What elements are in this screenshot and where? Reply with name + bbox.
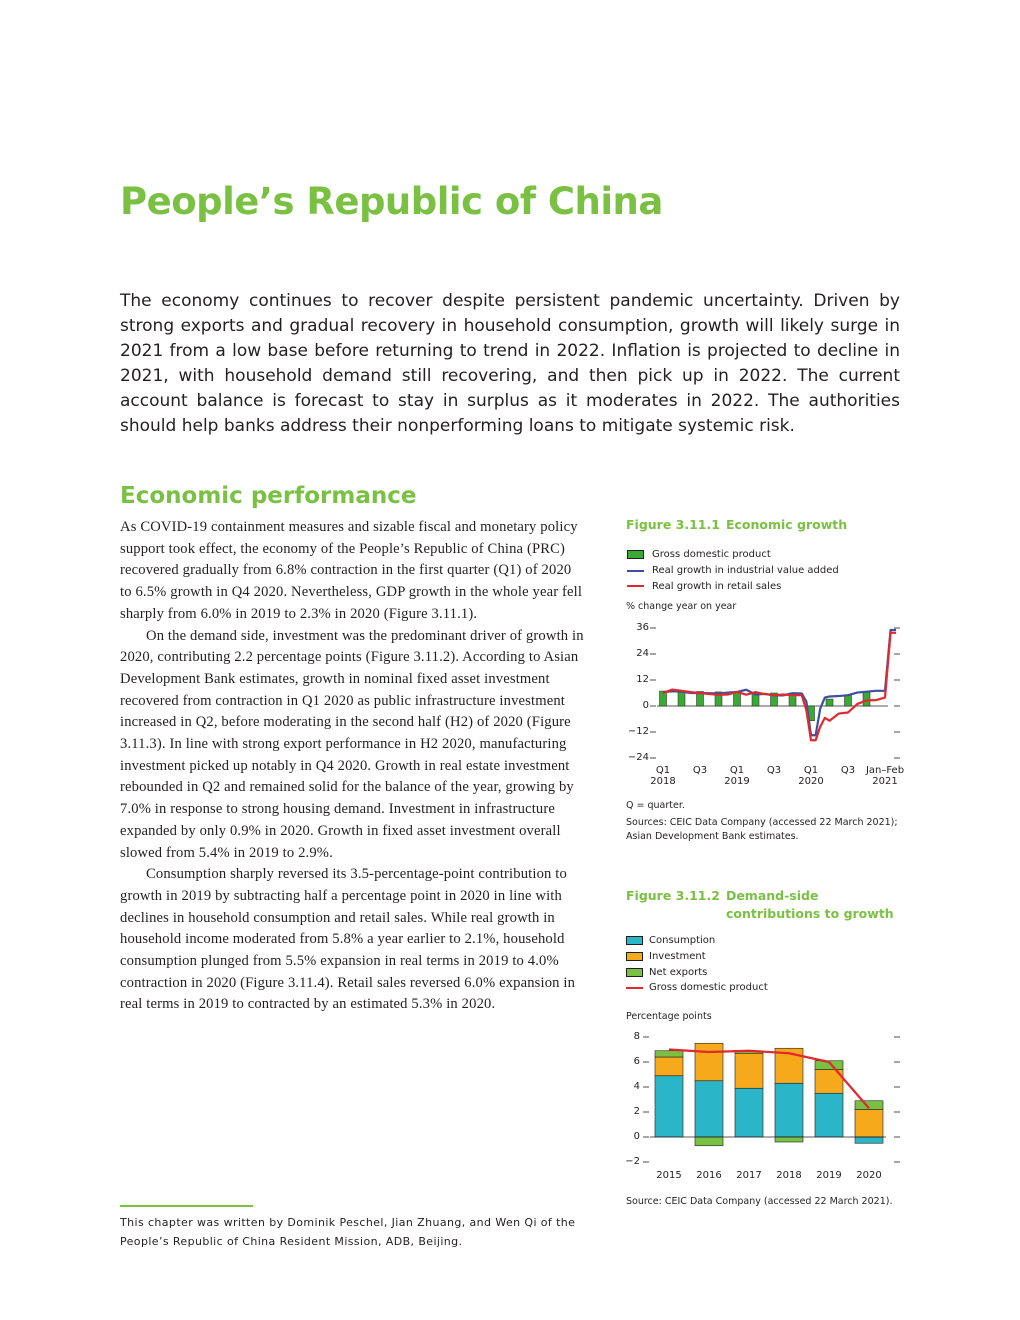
x-tick-label: Q1 bbox=[803, 765, 819, 776]
consumption-bar bbox=[655, 1076, 683, 1137]
paragraph: As COVID-19 containment measures and sizable fiscal and monetary policy support took effect, the economy of the People’s Republic of China (PRC) recovered gradually from 6.8% contraction in the first quarter (Q1) of 2020 to 6.5% growth in Q4 2020. Nevertheless, GDP growth in the whole year fell sharply from 6.0% in 2019 to 2.3% in 2020 (Figure 3.11.1). bbox=[120, 519, 583, 622]
gdp-bar bbox=[734, 692, 741, 706]
y-tick-label: 12 bbox=[636, 674, 649, 685]
y-tick-label: −12 bbox=[627, 726, 649, 737]
x-tick-year-label: 2019 bbox=[724, 776, 750, 787]
y-tick-label: 4 bbox=[633, 1081, 640, 1092]
figure-caption: Demand-side contributions to growth bbox=[725, 888, 894, 921]
legend-label: Gross domestic product bbox=[652, 549, 771, 561]
legend-swatch bbox=[626, 936, 643, 945]
industrial-value-added-line bbox=[663, 630, 896, 735]
figure2-chart bbox=[620, 1028, 910, 1188]
y-tick-label: 0 bbox=[633, 1131, 640, 1142]
legend-item-retail bbox=[627, 578, 839, 594]
consumption-bar bbox=[855, 1137, 883, 1143]
y-tick-label: 0 bbox=[642, 700, 649, 711]
x-tick-label: Q3 bbox=[692, 765, 708, 776]
figure1-note: Q = quarter. bbox=[626, 800, 685, 811]
y-tick-label: 8 bbox=[633, 1031, 640, 1042]
gdp-bar bbox=[678, 691, 685, 706]
gdp-bar bbox=[826, 699, 833, 706]
y-tick-label: 2 bbox=[633, 1106, 640, 1117]
figure1-legend bbox=[627, 547, 839, 594]
figure2-unit-label: Percentage points bbox=[626, 1011, 712, 1022]
net-exports-bar bbox=[775, 1137, 803, 1142]
retail-sales-line bbox=[663, 633, 896, 740]
net-exports-bar bbox=[655, 1051, 683, 1057]
legend-swatch bbox=[626, 968, 643, 977]
body-text bbox=[120, 517, 586, 1016]
x-tick-label: Jan–Feb bbox=[865, 765, 905, 776]
consumption-bar bbox=[815, 1093, 843, 1137]
y-tick-label: 36 bbox=[636, 622, 649, 633]
gdp-bar bbox=[660, 691, 667, 706]
chapter-summary: The economy continues to recover despite persistent pandemic uncertainty. Driven by strong exports and gradual recovery in household consumption, growth will likely surge in 2021 from a low base before returning to trend in 2022. Inflation is projected to decline in 2021, with household demand still recovering, and then pick up in 2022. The current account balance is forecast to stay in surplus as it moderates in 2022. The authorities should help banks address their nonperforming loans to mitigate systemic risk. bbox=[120, 291, 900, 436]
legend-line bbox=[626, 987, 643, 989]
figure-3-11-2 bbox=[626, 888, 916, 923]
figure1-chart bbox=[620, 618, 910, 793]
consumption-bar bbox=[775, 1083, 803, 1137]
chapter-title: People’s Republic of China bbox=[120, 180, 663, 223]
y-tick-label: 24 bbox=[636, 648, 649, 659]
figure1-source: Sources: CEIC Data Company (accessed 22 March 2021); Asian Development Bank estimates. bbox=[626, 817, 898, 842]
legend-swatch bbox=[627, 550, 644, 559]
x-tick-label: 2015 bbox=[656, 1170, 682, 1181]
legend-item-industrial bbox=[627, 563, 839, 579]
figure-title bbox=[626, 517, 847, 532]
investment-bar bbox=[695, 1043, 723, 1081]
x-tick-label: Q3 bbox=[840, 765, 856, 776]
figure-number: Figure 3.11.1 bbox=[626, 517, 720, 532]
legend-line bbox=[627, 585, 644, 587]
gdp-bar bbox=[863, 692, 870, 706]
legend-item-net-exports bbox=[626, 964, 768, 980]
legend-item-consumption bbox=[626, 933, 768, 949]
legend-line bbox=[627, 570, 644, 572]
legend-label: Consumption bbox=[649, 935, 716, 947]
figure-number: Figure 3.11.2 bbox=[626, 888, 720, 903]
figure2-legend bbox=[626, 933, 768, 996]
section-heading: Economic performance bbox=[120, 483, 417, 509]
legend-item-investment bbox=[626, 949, 768, 965]
legend-item-gdp bbox=[626, 980, 768, 996]
x-tick-label: Q3 bbox=[766, 765, 782, 776]
investment-bar bbox=[655, 1057, 683, 1076]
y-tick-label: −2 bbox=[625, 1156, 640, 1167]
x-tick-label: Q1 bbox=[729, 765, 745, 776]
consumption-bar bbox=[695, 1081, 723, 1137]
figure-3-11-1 bbox=[626, 517, 847, 532]
figure1-unit-label: % change year on year bbox=[626, 601, 737, 612]
paragraph: On the demand side, investment was the predominant driver of growth in 2020, contributing 2.2 percentage points (Figure 3.11.2). According to Asian Development Bank estimates, growth in nominal fixed asset investment recovered from contraction in Q1 2020 as public infrastructure investment increased in Q2, before moderating in the second half (H2) of 2020 (Figure 3.11.3). In line with strong export performance in H2 2020, manufacturing investment picked up notably in Q4 2020. Growth in real estate investment rebounded in Q2 and remained solid for the balance of the year, growing by 7.0% in response to strong housing demand. Investment in infrastructure expanded by only 0.9% in 2020. Growth in fixed asset investment overall slowed from 5.4% in 2019 to 2.9%. bbox=[120, 627, 584, 861]
gdp-bar bbox=[845, 695, 852, 706]
legend-label: Investment bbox=[649, 951, 706, 963]
y-tick-label: −24 bbox=[627, 752, 649, 763]
figure-caption: Economic growth bbox=[725, 517, 848, 532]
legend-label: Net exports bbox=[649, 966, 708, 978]
y-tick-label: 6 bbox=[633, 1056, 640, 1067]
x-tick-label: 2019 bbox=[816, 1170, 842, 1181]
legend-label: Real growth in industrial value added bbox=[652, 565, 839, 577]
legend-item-gdp bbox=[627, 547, 839, 563]
x-tick-label: Q1 bbox=[655, 765, 671, 776]
consumption-bar bbox=[735, 1088, 763, 1137]
x-tick-label: 2017 bbox=[736, 1170, 762, 1181]
paragraph: Consumption sharply reversed its 3.5-percentage-point contribution to growth in 2019 by subtracting half a percentage point in 2020 in line with declines in household consumption and retail sales. While real growth in household income moderated from 5.8% a year earlier to 2.1%, household consumption plunged from 5.5% expansion in real terms in 2019 to 4.0% contraction in 2020 (Figure 3.11.4). Retail sales reversed 6.0% expansion in real terms in 2019 to contracted by an estimated 5.3% in 2020. bbox=[120, 866, 576, 1013]
x-tick-year-label: 2021 bbox=[872, 776, 898, 787]
x-tick-year-label: 2020 bbox=[798, 776, 824, 787]
legend-label: Gross domestic product bbox=[649, 982, 768, 994]
net-exports-bar bbox=[695, 1137, 723, 1146]
legend-swatch bbox=[626, 952, 643, 961]
figure2-source: Source: CEIC Data Company (accessed 22 March 2021). bbox=[626, 1196, 893, 1207]
x-tick-label: 2020 bbox=[856, 1170, 882, 1181]
investment-bar bbox=[855, 1110, 883, 1138]
legend-label: Real growth in retail sales bbox=[652, 580, 782, 592]
footnote-divider bbox=[120, 1205, 253, 1207]
footnote: This chapter was written by Dominik Peschel, Jian Zhuang, and Wen Qi of the People’s Republic of China Resident Mission, ADB, Beijing. bbox=[120, 1216, 576, 1248]
x-tick-label: 2018 bbox=[776, 1170, 802, 1181]
x-tick-year-label: 2018 bbox=[650, 776, 676, 787]
investment-bar bbox=[735, 1053, 763, 1088]
figure-title bbox=[626, 888, 916, 923]
x-tick-label: 2016 bbox=[696, 1170, 722, 1181]
